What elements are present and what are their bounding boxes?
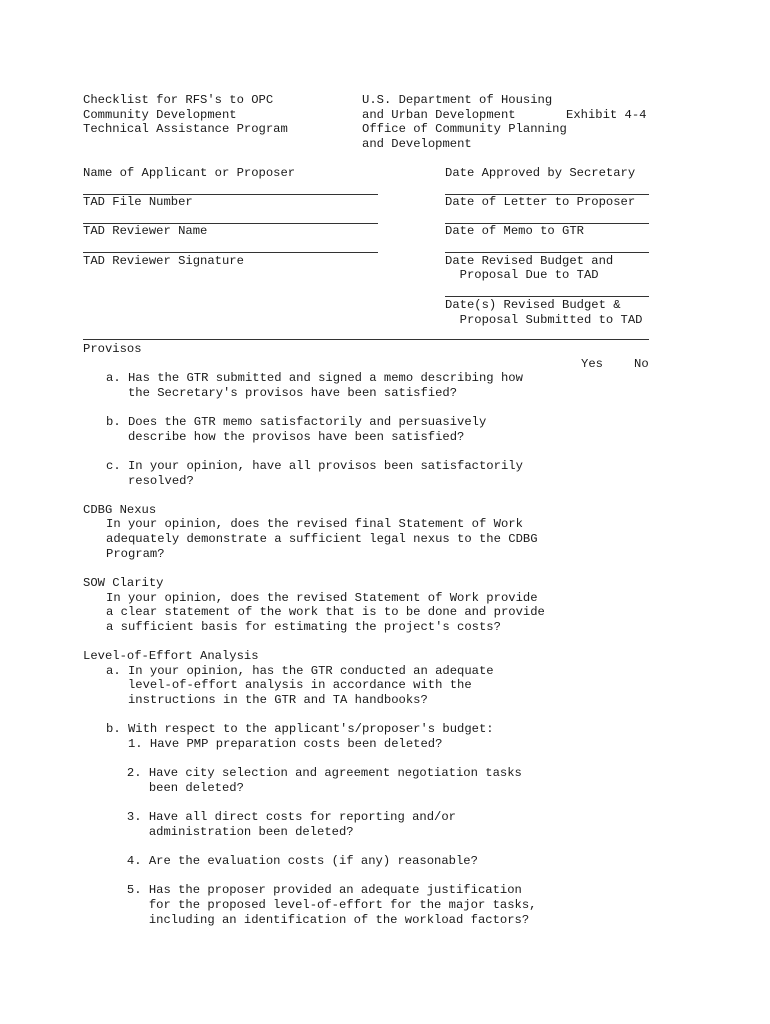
- checklist-item-line: been deleted?: [83, 781, 244, 795]
- field-line: [445, 252, 649, 253]
- field-label-date-revised-due: Date Revised Budget and: [445, 254, 614, 268]
- section-title-cdbg-nexus: CDBG Nexus: [83, 503, 157, 517]
- header-right-line: and Development: [362, 137, 472, 151]
- section-title-sow-clarity: SOW Clarity: [83, 576, 164, 590]
- checklist-item-line: In your opinion, does the revised Statement of Work provide: [106, 591, 538, 605]
- checklist-item-line: for the proposed level-of-effort for the major tasks,: [83, 898, 537, 912]
- column-header-yes: Yes: [581, 357, 603, 371]
- field-line: [445, 296, 649, 297]
- header-right-line: U.S. Department of Housing: [362, 93, 553, 107]
- checklist-item-line: 2. Have city selection and agreement negotiation tasks: [83, 766, 522, 780]
- checklist-item-line: 4. Are the evaluation costs (if any) reasonable?: [83, 854, 478, 868]
- section-divider: [83, 339, 649, 340]
- checklist-item-line: instructions in the GTR and TA handbooks?: [106, 693, 428, 707]
- section-title-level-of-effort: Level-of-Effort Analysis: [83, 649, 259, 663]
- checklist-item-line: 1. Have PMP preparation costs been deleted?: [106, 737, 443, 751]
- checklist-item-line: describe how the provisos have been satisfied?: [106, 430, 465, 444]
- checklist-item-line: a. Has the GTR submitted and signed a memo describing how: [106, 371, 523, 385]
- checklist-item-line: c. In your opinion, have all provisos been satisfactorily: [106, 459, 523, 473]
- checklist-item-line: b. Does the GTR memo satisfactorily and persuasively: [106, 415, 487, 429]
- field-label-date-revised-submitted: Proposal Submitted to TAD: [445, 313, 643, 327]
- checklist-item-line: adequately demonstrate a sufficient legal nexus to the CDBG: [106, 532, 538, 546]
- checklist-item-line: including an identification of the workload factors?: [83, 913, 530, 927]
- column-header-no: No: [634, 357, 649, 371]
- checklist-item-line: administration been deleted?: [83, 825, 354, 839]
- checklist-item-line: b. With respect to the applicant's/proposer's budget:: [106, 722, 494, 736]
- field-label-reviewer-signature: TAD Reviewer Signature: [83, 254, 244, 268]
- header-right-line: and Urban Development: [362, 108, 516, 122]
- field-label-file-number: TAD File Number: [83, 195, 193, 209]
- field-line: [83, 252, 378, 253]
- section-title-provisos: Provisos: [83, 342, 142, 356]
- field-label-reviewer-name: TAD Reviewer Name: [83, 224, 208, 238]
- checklist-item-line: In your opinion, does the revised final Statement of Work: [106, 517, 523, 531]
- checklist-item-line: a clear statement of the work that is to be done and provide: [106, 605, 545, 619]
- checklist-item-line: the Secretary's provisos have been satisfied?: [106, 386, 458, 400]
- field-label-date-memo: Date of Memo to GTR: [445, 224, 584, 238]
- field-label-date-approved: Date Approved by Secretary: [445, 166, 636, 180]
- field-label-date-revised-submitted: Date(s) Revised Budget &: [445, 298, 621, 312]
- header-left-line: Checklist for RFS's to OPC: [83, 93, 274, 107]
- exhibit-number: Exhibit 4-4: [566, 108, 647, 122]
- checklist-item-line: Program?: [106, 547, 165, 561]
- checklist-item-line: 3. Have all direct costs for reporting and/or: [83, 810, 456, 824]
- header-left-line: Community Development: [83, 108, 237, 122]
- header-left-line: Technical Assistance Program: [83, 122, 288, 136]
- field-label-date-letter: Date of Letter to Proposer: [445, 195, 636, 209]
- header-right-line: Office of Community Planning: [362, 122, 567, 136]
- checklist-item-line: a. In your opinion, has the GTR conducted an adequate: [106, 664, 494, 678]
- field-label-applicant: Name of Applicant or Proposer: [83, 166, 296, 180]
- checklist-item-line: level-of-effort analysis in accordance with the: [106, 678, 472, 692]
- checklist-item-line: a sufficient basis for estimating the project's costs?: [106, 620, 501, 634]
- checklist-item-line: resolved?: [106, 474, 194, 488]
- field-label-date-revised-due: Proposal Due to TAD: [445, 268, 599, 282]
- checklist-item-line: 5. Has the proposer provided an adequate justification: [83, 883, 522, 897]
